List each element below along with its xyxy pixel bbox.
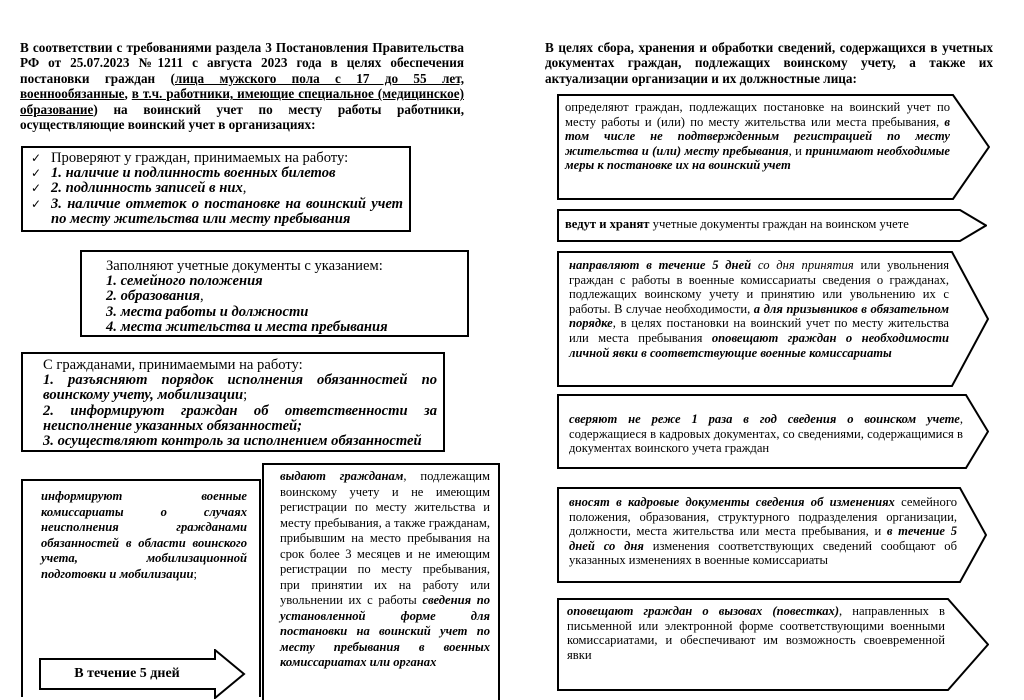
arrow-box-text-part: в течение 5 дней со дня <box>569 524 958 553</box>
arrow-box-text-part: изменения соответствующих сведений сообщают об указанных изменениях в военные комиссариаты <box>569 538 957 568</box>
arrow-box-text-part: со дня принятия <box>751 258 854 272</box>
arrow-box-text-part: , и <box>788 143 806 158</box>
issue-text: выдают гражданам, подлежащим воинскому учету и не имеющим регистрации по месту жительства и месту пребывания, а также гражданам, прибывшим на место пребывания на срок более 3 месяцев и не имеющим регистрации по месту пребывания, при принятии их на работу или увольнении их с работы сведения по установленной форме для постановки на воинский учет по месту пребывания в военных комиссариатах или органах <box>280 469 490 669</box>
check-documents-box <box>21 146 411 232</box>
inform-text: информируют военные комиссариаты о случаях неисполнения гражданами обязанностей в области воинского учета, мобилизационной подготовки и мобилизации; <box>41 489 247 581</box>
arrow-box-text-part: оповещают граждан о вызовах (повестках) <box>567 604 840 618</box>
arrow-box-text <box>569 412 963 456</box>
arrow-box-text-part: , в целях постановки на воинский учет по месту жительства или места пребывания <box>569 316 949 345</box>
intro-underlined: лица мужского пола с 17 до 55 лет, военнообязанные <box>20 70 465 102</box>
intro-text: , <box>124 86 132 102</box>
hired-item-2: 2. информируют граждан об ответственности за неисполнение указанных обязанностей; <box>43 402 437 434</box>
fill-item-2: 2. образования, <box>106 288 204 305</box>
arrow-box-notify-summons <box>557 598 989 691</box>
arrow-box-reconcile-yearly <box>557 394 989 469</box>
arrow-box-text-part: учетные документы граждан на воинском учете <box>649 217 909 231</box>
arrow-box-text-part: в том числе не подтвержденным регистрацией по месту жительства и (или) месту пребывания <box>565 114 950 158</box>
intro-text: ) на воинский учет по месту работы работники, осуществляющие воинский учет в организациях: <box>20 101 464 133</box>
arrow-box-keep-documents <box>557 209 987 242</box>
hired-item-1: 1. разъясняют порядок исполнения обязанностей по воинскому учету, мобилизации; <box>43 372 437 404</box>
arrow-box-text-part: , направленных в письменной или электронной форме соответствующими военными комиссариатами, и обеспечивают им возможность своевременной явки <box>567 604 946 662</box>
check-item-3: ✓ 3. наличие отметок о постановке на воинский учет по месту жительства или месту пребывания <box>29 197 403 227</box>
arrow-box-text <box>565 100 950 173</box>
fill-item-3: 3. места работы и должности <box>106 303 309 320</box>
arrow-box-text-part: или увольнения граждан с работы в военные комиссариаты сведения о гражданах, подлежащих воинскому учету и принятию или увольнению их с работы. В случае необходимости, <box>569 258 949 316</box>
fill-item-1: 1. семейного положения <box>106 273 263 290</box>
arrow-box-record-changes <box>557 487 987 583</box>
arrow-box-text-part: а для призывников в обязательном порядке <box>569 301 949 331</box>
issue-info-box <box>262 463 500 700</box>
arrow-box-text-part: оповещают граждан о необходимости личной явки в соответствующие военные комиссариаты <box>569 330 949 360</box>
intro-text: В соответствии с требованиями раздела 3 Постановления Правительства РФ от 25.07.2023 №1211 с августа 2023 года в целях обеспечения постановки граждан ( <box>20 40 464 86</box>
arrow-box-text <box>565 217 957 232</box>
arrow-box-text <box>569 258 949 360</box>
left-intro <box>20 40 464 132</box>
hired-title: С гражданами, принимаемыми на работу: <box>43 357 303 373</box>
arrow-box-text-part: ведут и хранят <box>565 217 650 231</box>
arrow-box-text-part: , содержащиеся в кадровых документах, со сведениями, содержащимися в документах воинского учета граждан <box>569 412 963 456</box>
arrow-box-text-part: сверяют не реже 1 раза в год сведения о воинском учете <box>569 412 960 426</box>
fill-documents-box <box>80 250 469 337</box>
within-5-days-label: В течение 5 дней <box>74 666 180 681</box>
arrow-box-text <box>567 604 945 662</box>
arrow-box-text <box>569 495 957 568</box>
arrow-box-send-within-5-days <box>557 251 989 387</box>
arrow-box-text-part: направляют в течение 5 дней <box>569 258 752 272</box>
right-intro: В целях сбора, хранения и обработки сведений, содержащихся в учетных документах граждан, подлежащих воинскому учету, а также их актуализации организации и их должностные лица: <box>545 40 993 86</box>
hired-item-3: 3. осуществляют контроль за исполнением обязанностей <box>43 433 422 450</box>
fill-item-4: 4. места жительства и места пребывания <box>106 318 388 335</box>
fill-title: Заполняют учетные документы с указанием: <box>106 258 383 274</box>
hired-citizens-box <box>21 352 445 452</box>
check-item-1: ✓ 1. наличие и подлинность военных билетов <box>29 166 403 181</box>
check-item-2: ✓ 2. подлинность записей в них, <box>29 181 403 196</box>
within-5-days-arrow <box>39 649 246 699</box>
arrow-box-text-part: семейного положения, образования, структурного подразделения организации, должности, места жительства или места пребывания, и <box>569 495 957 539</box>
arrow-box-determine <box>557 94 990 200</box>
intro-underlined: в т.ч. работники, имеющие специальное (медицинское) образование <box>20 86 464 117</box>
check-title: ✓ Проверяют у граждан, принимаемых на работу: <box>29 151 403 166</box>
arrow-box-text-part: вносят в кадровые документы сведения об изменениях <box>569 495 895 509</box>
arrow-box-text-part: определяют граждан, подлежащих постановке на воинский учет по месту работы и (или) по месту жительства или места пребывания, <box>565 100 950 129</box>
arrow-box-text-part: принимают необходимые меры к постановке их на воинский учет <box>565 143 950 173</box>
